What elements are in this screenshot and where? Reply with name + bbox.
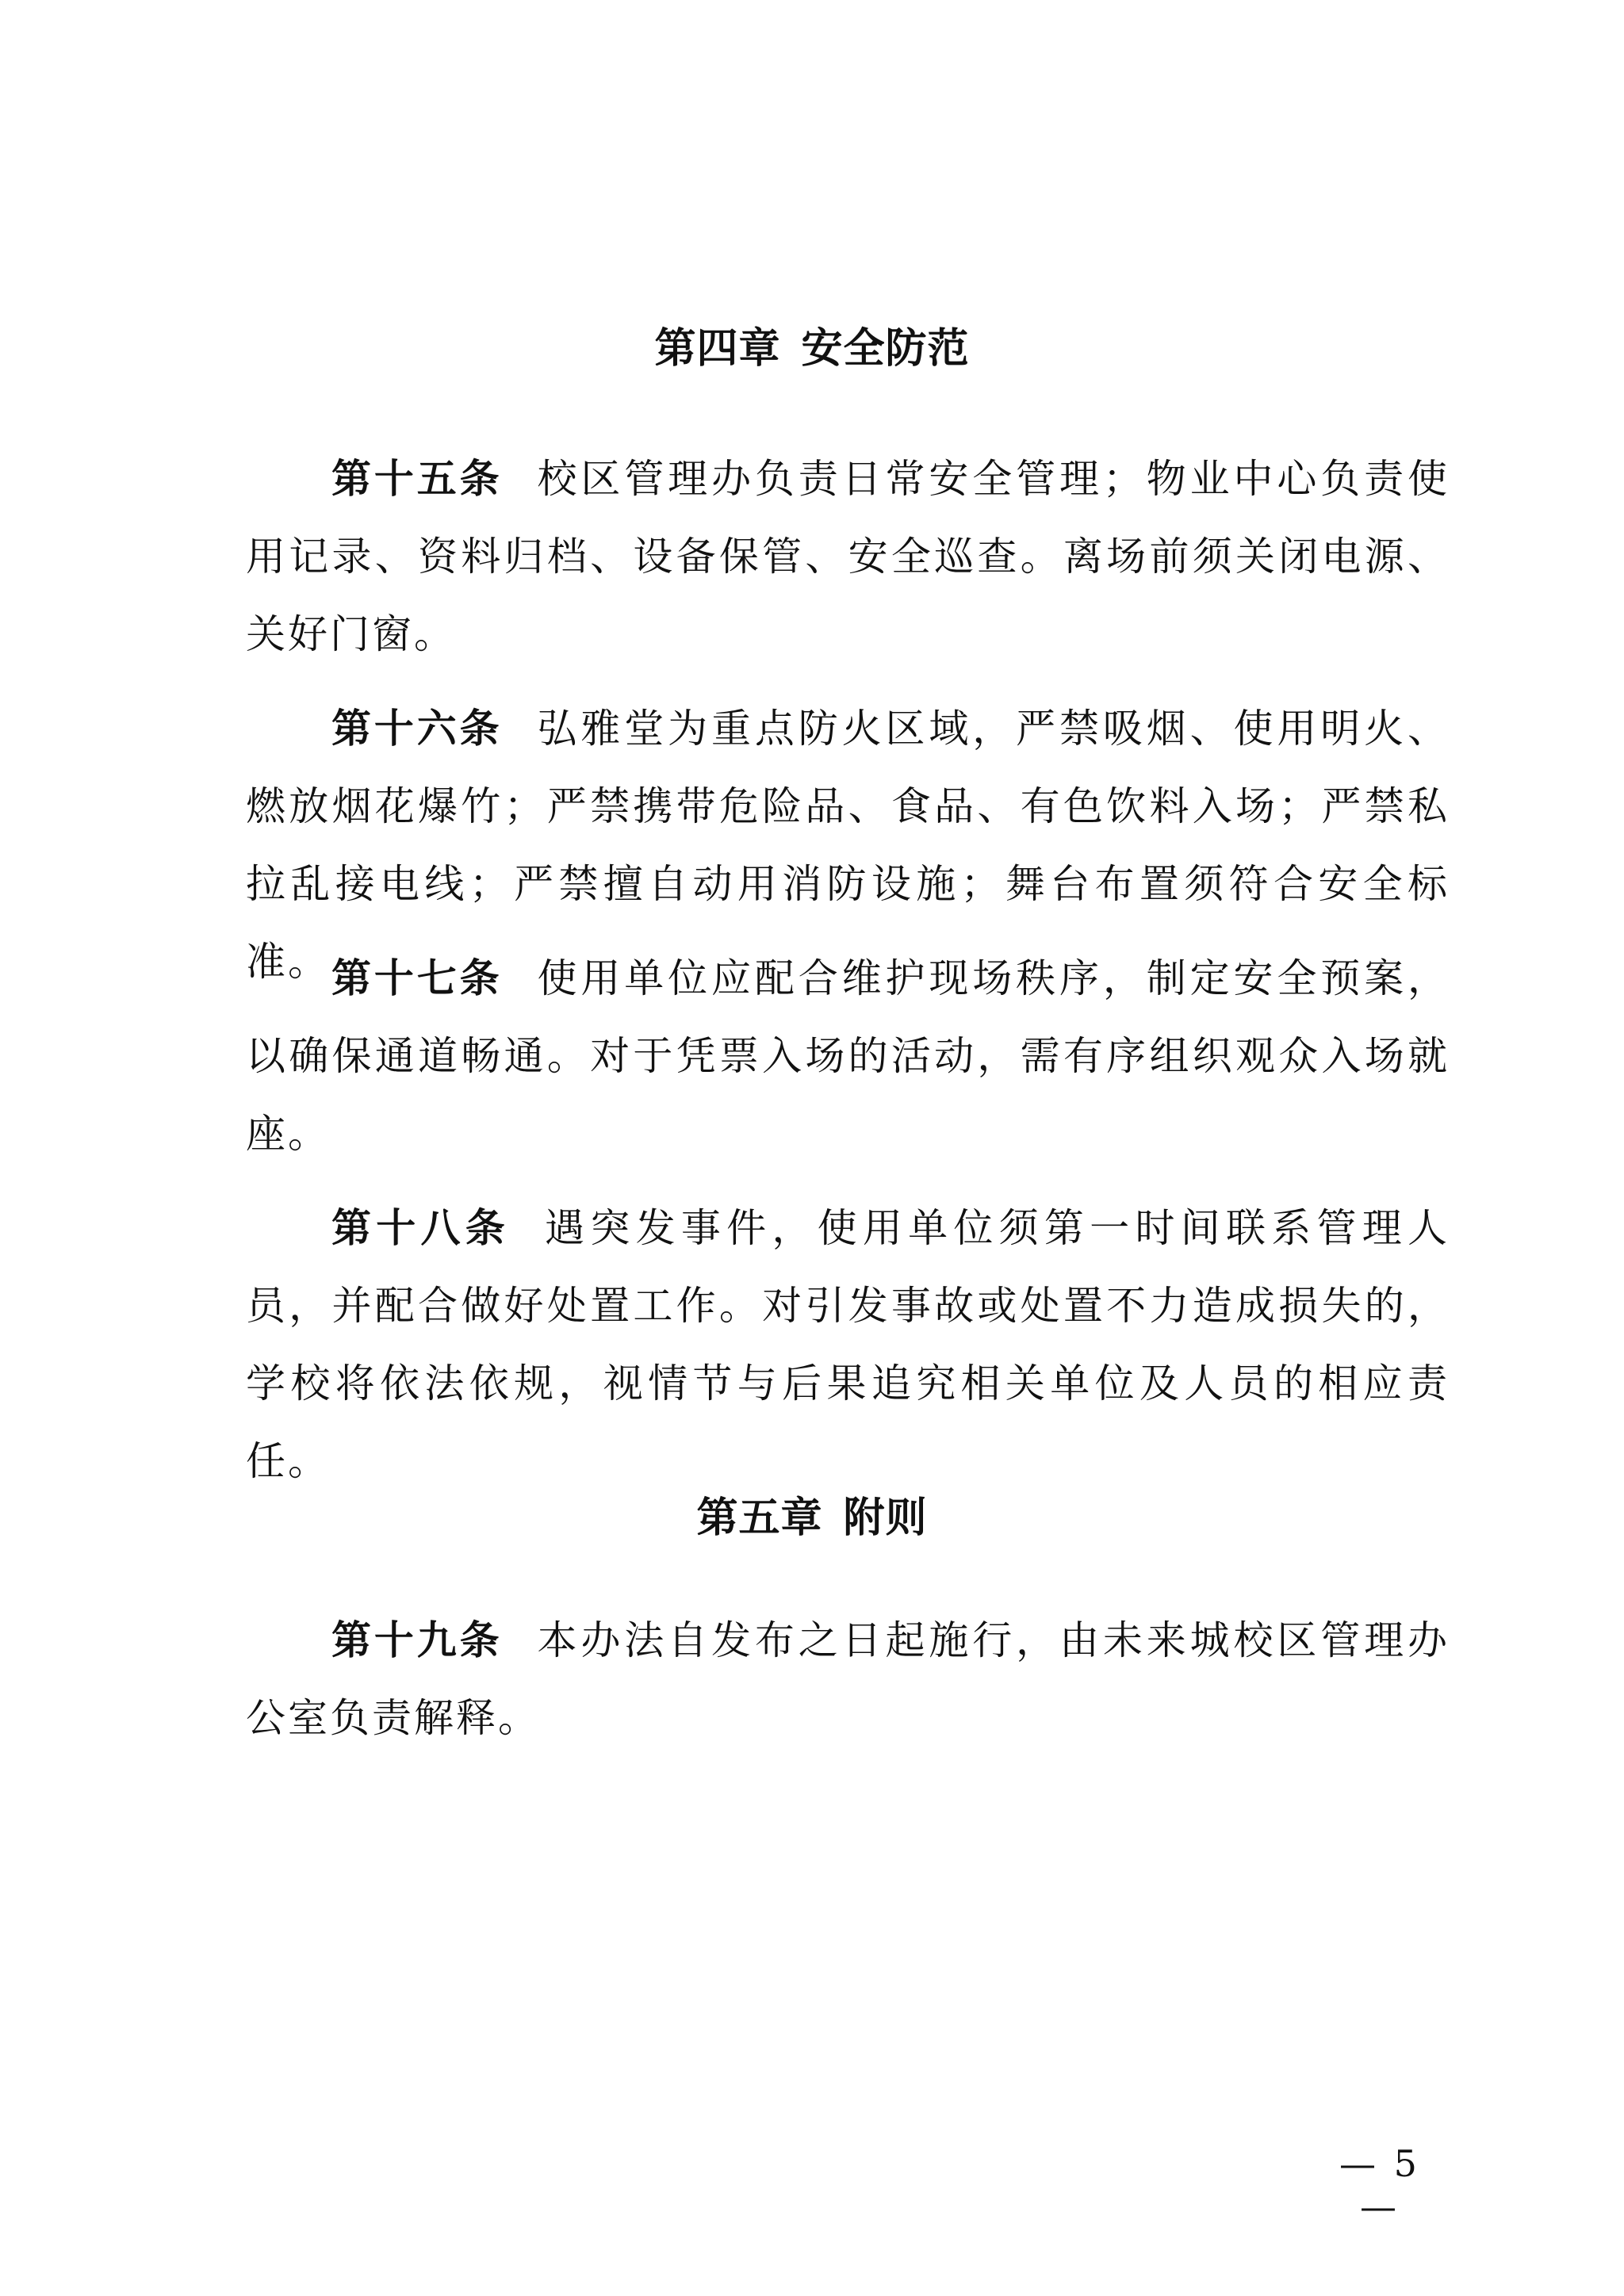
article-15-label: 第十五条 xyxy=(331,456,503,502)
page-number: — 5 — xyxy=(1339,2142,1420,2228)
chapter-five-title: 附则 xyxy=(843,1494,928,1542)
chapter-five-number: 第五章 xyxy=(696,1494,823,1542)
article-18 xyxy=(246,1189,1450,1500)
article-19-label: 第十九条 xyxy=(331,1617,503,1663)
chapter-four-title: 安全防范 xyxy=(801,325,970,373)
article-16-text: 弘雅堂为重点防火区域，严禁吸烟、使用明火、燃放烟花爆竹；严禁携带危险品、食品、有色饮料入场；严禁私拉乱接电线；严禁擅自动用消防设施；舞台布置须符合安全标准。 xyxy=(246,706,1450,985)
article-15-text: 校区管理办负责日常安全管理；物业中心负责使用记录、资料归档、设备保管、安全巡查。离场前须关闭电源、关好门窗。 xyxy=(246,456,1450,657)
article-16-label: 第十六条 xyxy=(331,706,503,752)
chapter-four-number: 第四章 xyxy=(654,325,781,373)
article-19 xyxy=(246,1601,1450,1757)
article-17-label: 第十七条 xyxy=(331,955,503,1001)
article-18-text: 遇突发事件，使用单位须第一时间联系管理人员，并配合做好处置工作。对引发事故或处置不力造成损失的，学校将依法依规，视情节与后果追究相关单位及人员的相应责任。 xyxy=(246,1205,1450,1484)
chapter-five-heading xyxy=(0,1490,1624,1546)
article-18-label: 第十八条 xyxy=(331,1205,511,1251)
article-17-text: 使用单位应配合维护现场秩序，制定安全预案，以确保通道畅通。对于凭票入场的活动，需有序组织观众入场就座。 xyxy=(246,955,1450,1157)
article-15 xyxy=(246,440,1450,673)
article-19-text: 本办法自发布之日起施行，由未来城校区管理办公室负责解释。 xyxy=(246,1617,1450,1741)
article-17 xyxy=(246,939,1450,1173)
chapter-four-heading xyxy=(0,321,1624,377)
